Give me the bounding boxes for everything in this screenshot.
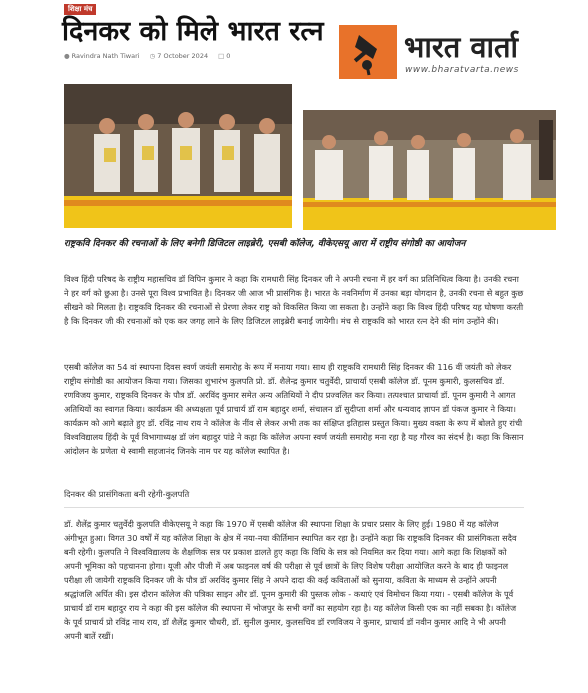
paragraph-2: एसबी कॉलेज का 54 वां स्थापना दिवस स्वर्ण जयंती समारोह के रूप में मनाया गया। साथ ही राष्ट्रकवि रामधारी सिंह दिनकर की 116 वीं जयंती को लेकर राष्ट्रीय संगोष्ठी का आयोजन किया गया। जिसका शुभारंभ कुलपति प्रो. डॉ. शैलेन्द्र कुमार चतुर्वेदी, प्राचार्या एसबी कॉलेज डॉ. पूनम कुमारी, कुलसचिव डॉ. रणविजय कुमार, राष्ट्रकवि दिनकर के पौत्र डॉ. अरविंद कुमार समेत अन्य अतिथियों ने दीप प्रज्वलित कर किया। तत्पश्चात प्राचार्या डॉ. पूनम कुमारी ने आगत अतिथियों का स्वागत किया। कार्यक्रम की अध्यक्षता पूर्व प्राचार्य डॉ राम बहादुर शर्मा, संचालन डॉ सुदीप्ता शर्मा और धन्यवाद ज्ञापन डॉ पंकज कुमार ने किया। कार्यक्रम को आगे बढ़ाते हुए डॉ. रविंद्र नाथ राय ने कॉलेज के नींव से लेकर अभी तक का संक्षिप्त इतिहास प्रस्तुत किया। मुख्य वक्ता के रूप में बोलते हुए रांची विश्वविद्यालय हिंदी के पूर्व विभागाध्यक्ष डॉ जंग बहादुर पांडे ने कहा कि कॉलेज अपना स्वर्ण जयंती समारोह मना रहा है यह गौरव का संदर्भ है। कहा कि किसान आंदोलन के प्रणेता थे स्वामी सहजानंद जिनके नाम पर यह कॉलेज स्थापित है।	[64, 362, 524, 456]
author[interactable]: ● Ravindra Nath Tiwari	[64, 52, 140, 60]
divider	[64, 507, 524, 508]
category-tag[interactable]: शिक्षा मंच	[64, 4, 96, 15]
logo-name: भारत वार्ता	[404, 30, 519, 64]
comment-icon: □	[218, 52, 225, 60]
user-icon: ●	[64, 52, 70, 60]
event-photo-left	[64, 84, 292, 228]
comment-count[interactable]: □ 0	[218, 52, 231, 60]
photo-caption: राष्ट्रकवि दिनकर की रचनाओं के लिए बनेगी डिजिटल लाइब्रेरी, एसबी कॉलेज, वीकेएसयू आरा में राष्ट्रीय संगोष्ठी का आयोजन	[64, 239, 466, 249]
logo-url: www.bharatvarta.news	[405, 65, 519, 75]
event-photo-right	[303, 110, 556, 230]
paragraph-1: विश्व हिंदी परिषद के राष्ट्रीय महासचिव डॉ विपिन कुमार ने कहा कि रामधारी सिंह दिनकर जी ने अपनी रचना में हर वर्ग का प्रतिनिधित्व किया है। उनकी रचना ने हर वर्ग को छुआ है। उनसे पूरा विश्व प्रभावित है। दिनकर जी आज भी प्रासंगिक है। भारत के नवनिर्माण में उनका बड़ा योगदान है, उनकी रचना से बहुत कुछ सीखने को मिलता है। राष्ट्रकवि दिनकर की रचनाओं से प्रेरणा लेकर राष्ट्र को विकसित किया जा सकता है। उन्होंने कहा कि विश्व हिंदी परिषद यह घोषणा करती है कि दिनकर जी की रचनाओं को एक कर जगह लाने के लिए डिजिटल लाइब्रेरी बनाई जायेगी। मंच से राष्ट्रकवि को भारत रत्न देने की मांग उन्होंने की।	[64, 274, 524, 326]
publish-date: ◷ 7 October 2024	[149, 52, 209, 60]
megaphone-icon	[339, 25, 397, 79]
site-logo[interactable]	[339, 21, 544, 83]
article-title: दिनकर को मिले भारत रत्न	[62, 16, 324, 47]
article-meta	[64, 52, 230, 60]
paragraph-3: डॉ. शैलेंद्र कुमार चतुर्वेदी कुलपति वीकेएसयू ने कहा कि 1970 में एसबी कॉलेज की स्थापना शिक्षा के प्रचार प्रसार के लिए हुई। 1980 में यह कॉलेज अंगीभूत हुआ। विगत 30 वर्षों में यह कॉलेज शिक्षा के क्षेत्र में नया-नया कीर्तिमान स्थापित कर रहा है। उन्होंने कहा कि राष्ट्रकवि दिनकर की प्रासंगिकता सदैव बनी रहेगी। कुलपति ने विश्वविद्यालय के शैक्षणिक सत्र पर प्रकाश डालते हुए कहा कि विधि के सत्र को नियमित कर दिया गया। आगे कहा कि शिक्षकों को अपनी भूमिका को पहचानना होगा। यूजी और पीजी में अब फाइनल वर्ष की परीक्षा से पूर्व छात्रों के लिए विशेष परीक्षा आयोजित करने के बाद ही फाइनल परीक्षा ली जायेगी राष्ट्रकवि दिनकर जी के पौत्र डॉ अरविंद कुमार सिंह ने अपने दादा की कई कविताओं को सुनाया, कविता के माध्यम से उन्होंने अपनी श्रद्धांजलि अर्पित की। इस दौरान कॉलेज की पत्रिका साइन और डॉ. पूनम कुमारी की पुस्तक लोक - कथाएं एवं विमोचन किया गया। - एसबी कॉलेज के पूर्व प्राचार्य डॉ राम बहादुर राय ने कहा की इस कॉलेज की स्थापना में भोजपुर के सभी वर्गों का सहयोग रहा है। यह कॉलेज किसी एक का नहीं सबका है। कॉलेज के पूर्व प्राचार्य प्रो रविंद्र नाथ राय, डॉ शैलेंद्र कुमार चौधरी, डॉ. सुनील कुमार, कुलसचिव डॉ रणविजय ने कुमार, प्राचार्य डॉ नवीन कुमार आदि ने भी अपनी अपनी बातें रखीं।	[64, 519, 517, 641]
subheading: दिनकर की प्रासंगिकता बनी रहेगी-कुलपति	[64, 489, 190, 499]
clock-icon: ◷	[149, 52, 156, 60]
